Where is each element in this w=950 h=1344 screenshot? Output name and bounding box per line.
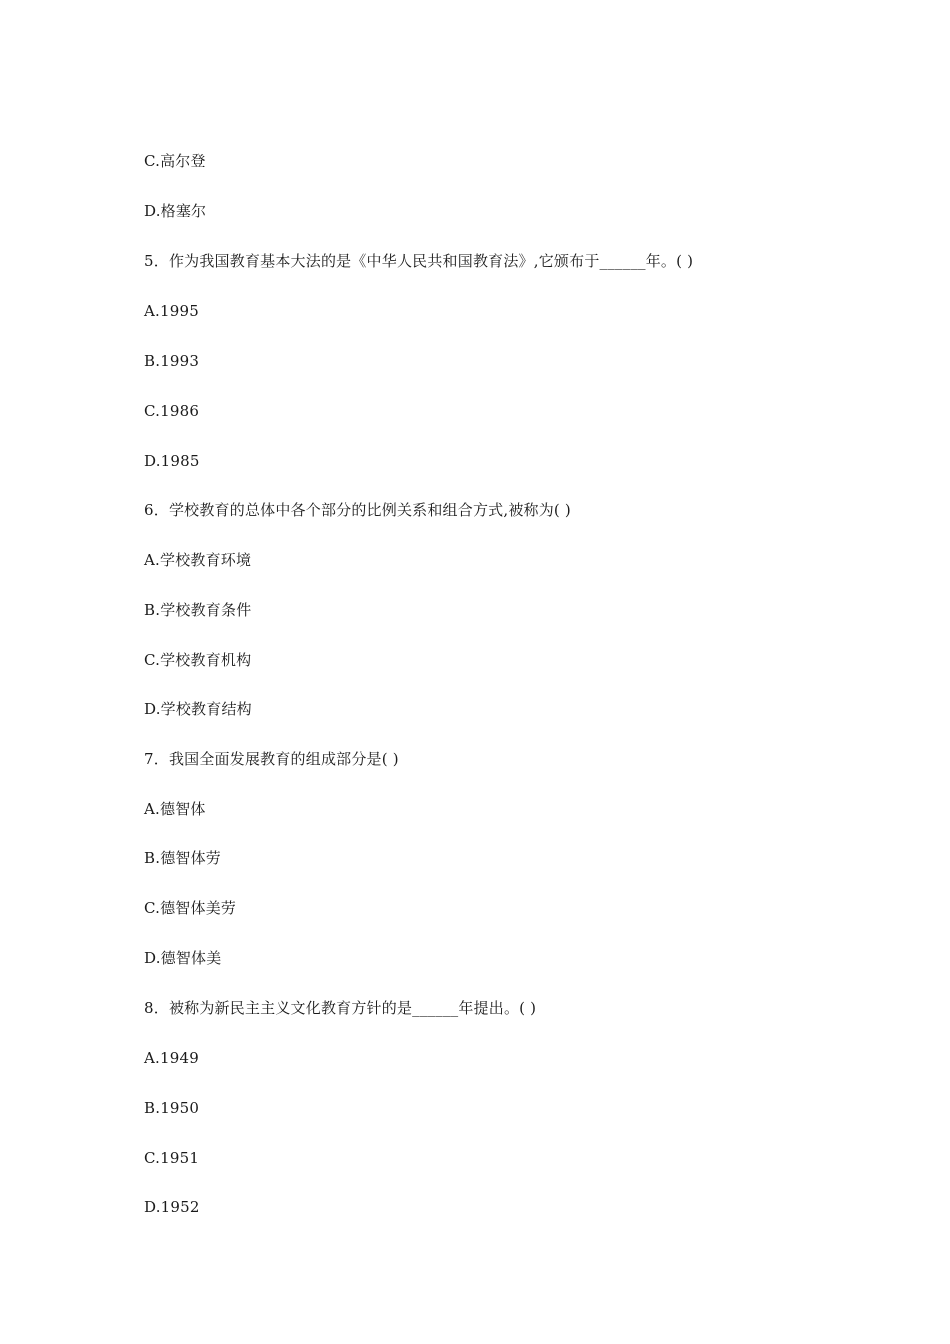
option-a-q5: A.1995: [144, 302, 199, 320]
option-a-q6: A.学校教育环境: [144, 551, 252, 569]
option-c-q5: C.1986: [144, 402, 200, 420]
question-6: 6．学校教育的总体中各个部分的比例关系和组合方式,被称为( ): [144, 501, 571, 519]
option-c-q6: C.学校教育机构: [144, 651, 252, 669]
option-d-q5: D.1985: [144, 452, 200, 470]
option-b-q7: B.德智体劳: [144, 849, 221, 867]
option-d-q6: D.学校教育结构: [144, 700, 252, 718]
option-c-q8: C.1951: [144, 1149, 200, 1167]
option-d-q8: D.1952: [144, 1198, 200, 1216]
option-c-q4: C.高尔登: [144, 152, 206, 170]
option-b-q6: B.学校教育条件: [144, 601, 252, 619]
question-7: 7．我国全面发展教育的组成部分是( ): [144, 750, 399, 768]
question-5: 5．作为我国教育基本大法的是《中华人民共和国教育法》,它颁布于______年。( ): [144, 252, 694, 270]
option-c-q7: C.德智体美劳: [144, 899, 237, 917]
option-a-q8: A.1949: [144, 1049, 199, 1067]
option-a-q7: A.德智体: [144, 800, 206, 818]
option-b-q5: B.1993: [144, 352, 200, 370]
question-8: 8．被称为新民主主义文化教育方针的是______年提出。( ): [144, 999, 537, 1017]
option-d-q4: D.格塞尔: [144, 202, 207, 220]
option-b-q8: B.1950: [144, 1099, 200, 1117]
option-d-q7: D.德智体美: [144, 949, 222, 967]
